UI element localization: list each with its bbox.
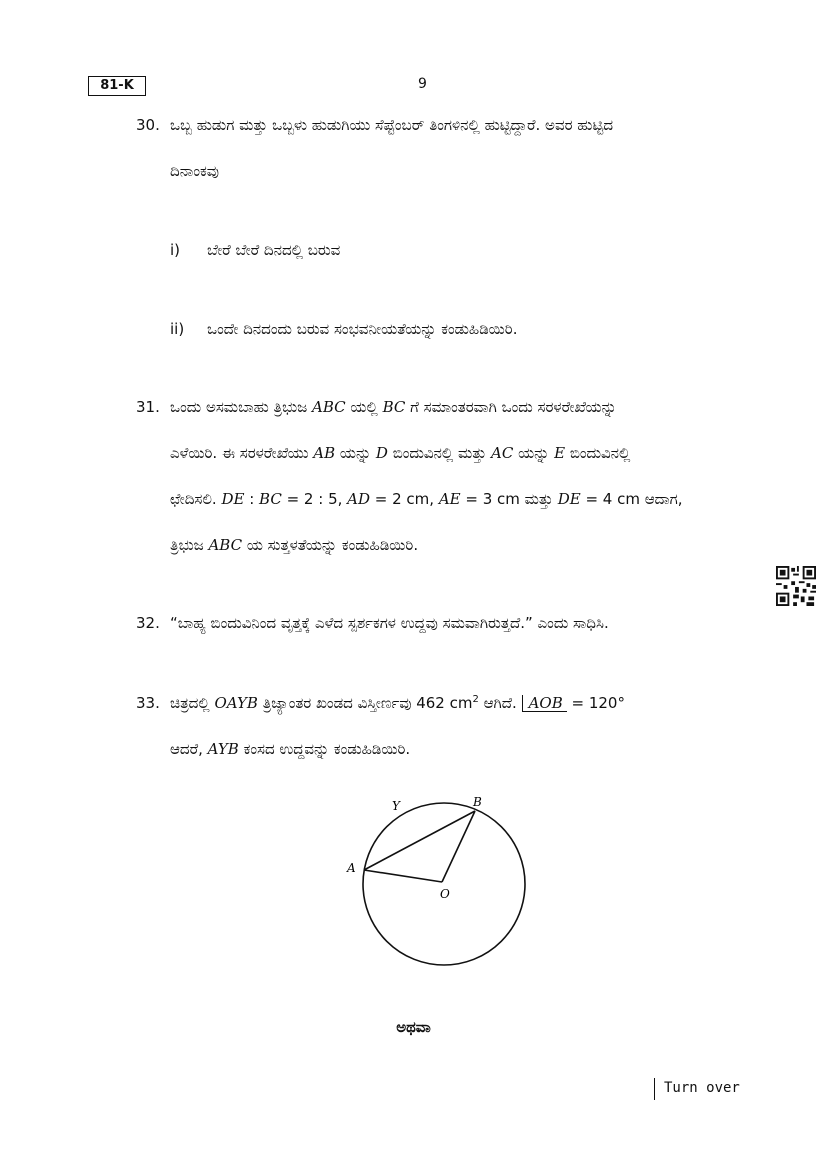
q32-number: 32. <box>136 614 160 632</box>
q31-text: = 3 cm ಮತ್ತು <box>460 490 558 508</box>
label-b: B <box>473 795 482 809</box>
paper-code: 81-K <box>88 76 146 96</box>
q33-math: AYB <box>207 740 239 758</box>
q33-math: OAYB <box>214 694 258 712</box>
page-number: 9 <box>418 76 427 92</box>
q31-text: ಗೆ ಸಮಾಂತರವಾಗಿ ಒಂದು ಸರಳರೇಖೆಯನ್ನು <box>405 398 617 416</box>
q31-text: ಎಳೆಯಿರಿ. ಈ ಸರಳರೇಖೆಯು <box>170 444 314 462</box>
q30-number: 30. <box>136 116 160 134</box>
q31-text: ಯನ್ನು <box>513 444 555 462</box>
q31-text: ಒಂದು ಅಸಮಬಾಹು ತ್ರಿಭುಜ <box>170 398 312 416</box>
q31-line3 <box>170 490 683 508</box>
qr-code-icon <box>776 566 816 606</box>
q31-text: ಬಿಂದುವಿನಲ್ಲಿ ಮತ್ತು <box>387 444 492 462</box>
q31-text: = 4 cm ಆದಾಗ, <box>580 490 683 508</box>
q33-number: 33. <box>136 694 160 712</box>
label-o: O <box>440 887 450 901</box>
q33-text: = 120° <box>566 694 625 712</box>
label-a: A <box>347 861 356 875</box>
q31-text: ಬಿಂದುವಿನಲ್ಲಿ <box>565 444 631 462</box>
turn-over-bracket <box>654 1078 659 1100</box>
q32-text: “ಬಾಹ್ಯ ಬಿಂದುವಿನಿಂದ ವೃತ್ತಕ್ಕೆ ಎಳೆದ ಸ್ಪರ್ಶಕಗಳ ಉದ್ದವು ಸಮವಾಗಿರುತ್ತದೆ.” ಎಂದು ಸಾಧಿಸಿ. <box>170 614 609 632</box>
q31-math: AC <box>491 444 514 462</box>
q30-line2: ದಿನಾಂಕವು <box>170 162 219 180</box>
angle-symbol: AOB <box>522 695 567 712</box>
q30-line1: ಒಬ್ಬ ಹುಡುಗ ಮತ್ತು ಒಬ್ಬಳು ಹುಡುಗಿಯು ಸೆಪ್ಟೆಂಬರ್ ತಿಂಗಳಿನಲ್ಲಿ ಹುಟ್ಟಿದ್ದಾರೆ. ಅವರ ಹುಟ್ಟಿದ <box>170 116 614 134</box>
q31-text: ಯನ್ನು <box>335 444 376 462</box>
q31-line4 <box>170 536 418 554</box>
q31-math: AD <box>347 490 371 508</box>
q31-number: 31. <box>136 398 160 416</box>
q31-math: E <box>554 444 566 462</box>
radius-oa <box>364 870 442 882</box>
q31-math: ABC <box>312 398 346 416</box>
q31-math: AE <box>438 490 461 508</box>
q31-line2 <box>170 444 630 462</box>
q31-text: : <box>244 490 260 508</box>
q31-line1 <box>170 398 617 416</box>
q31-text: ಯಲ್ಲಿ <box>345 398 383 416</box>
circle-sector-figure <box>330 790 550 980</box>
q30-sub2-text: ಒಂದೇ ದಿನದಂದು ಬರುವ ಸಂಭವನೀಯತೆಯನ್ನು ಕಂಡುಹಿಡಿಯಿರಿ. <box>207 320 518 338</box>
q33-text: ಕಂಸದ ಉದ್ದವನ್ನು ಕಂಡುಹಿಡಿಯಿರಿ. <box>238 740 411 758</box>
label-y: Y <box>392 799 400 813</box>
chord-ab <box>364 811 475 870</box>
or-label: ಅಥವಾ <box>396 1018 431 1036</box>
q33-line2 <box>170 740 410 758</box>
q33-line1 <box>170 694 625 712</box>
q31-math: BC <box>259 490 282 508</box>
q31-text: ಛೇದಿಸಲಿ. <box>170 490 222 508</box>
q33-text: ಆದರೆ, <box>170 740 208 758</box>
q31-text: = 2 cm, <box>370 490 439 508</box>
turn-over-label: Turn over <box>664 1080 740 1096</box>
q31-text: = 2 : 5, <box>281 490 348 508</box>
q30-sub1-label: i) <box>170 241 181 259</box>
q30-sub1-text: ಬೇರೆ ಬೇರೆ ದಿನದಲ್ಲಿ ಬರುವ <box>207 241 341 259</box>
q33-text: ತ್ರಿಜ್ಯಾಂತರ ಖಂಡದ ವಿಸ್ತೀರ್ಣವು 462 cm <box>257 694 473 712</box>
radius-ob <box>442 811 475 882</box>
q31-text: ಯ ಸುತ್ತಳತೆಯನ್ನು ಕಂಡುಹಿಡಿಯಿರಿ. <box>242 536 419 554</box>
q31-math: D <box>375 444 388 462</box>
q31-math: BC <box>382 398 406 416</box>
q33-text: ಆಗಿದೆ. <box>478 694 522 712</box>
q33-superscript: 2 <box>472 694 479 705</box>
q31-math: DE <box>557 490 581 508</box>
q31-text: ತ್ರಿಭುಜ <box>170 536 209 554</box>
q31-math: DE <box>221 490 245 508</box>
q31-math: AB <box>313 444 336 462</box>
q31-math: ABC <box>208 536 243 554</box>
q30-sub2-label: ii) <box>170 320 185 338</box>
q33-text: ಚಿತ್ರದಲ್ಲಿ <box>170 694 215 712</box>
